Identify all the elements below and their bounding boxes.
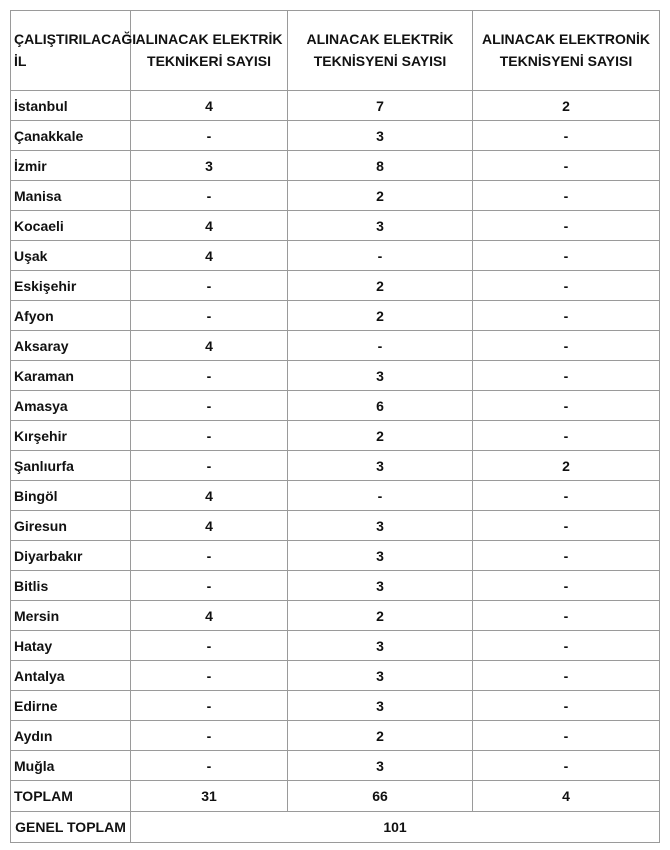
table-row xyxy=(11,301,660,331)
table-row xyxy=(11,421,660,451)
table-row xyxy=(11,541,660,571)
technician-count: - xyxy=(131,631,288,661)
electric-technician-count: 2 xyxy=(288,301,473,331)
technician-count: - xyxy=(131,541,288,571)
technician-count: - xyxy=(131,121,288,151)
total-electronic: 4 xyxy=(473,781,660,812)
electric-technician-count: 2 xyxy=(288,721,473,751)
technician-count: - xyxy=(131,301,288,331)
table-row xyxy=(11,151,660,181)
province-cell: Uşak xyxy=(11,241,131,271)
table-row xyxy=(11,601,660,631)
grand-total-value: 101 xyxy=(131,812,660,843)
electric-technician-count: - xyxy=(288,481,473,511)
technician-count: 4 xyxy=(131,211,288,241)
electric-technician-count: 3 xyxy=(288,541,473,571)
electric-technician-count: 3 xyxy=(288,691,473,721)
electronic-technician-count: - xyxy=(473,571,660,601)
technician-count: 4 xyxy=(131,601,288,631)
table-row xyxy=(11,661,660,691)
electric-technician-count: 3 xyxy=(288,361,473,391)
province-cell: Şanlıurfa xyxy=(11,451,131,481)
province-cell: Bitlis xyxy=(11,571,131,601)
table-row xyxy=(11,91,660,121)
electronic-technician-count: - xyxy=(473,481,660,511)
province-cell: Edirne xyxy=(11,691,131,721)
electronic-technician-count: - xyxy=(473,691,660,721)
province-cell: Kırşehir xyxy=(11,421,131,451)
technician-count: 3 xyxy=(131,151,288,181)
technician-count: - xyxy=(131,451,288,481)
technician-count: - xyxy=(131,391,288,421)
electric-technician-count: 6 xyxy=(288,391,473,421)
electronic-technician-count: - xyxy=(473,241,660,271)
province-cell: Aydın xyxy=(11,721,131,751)
province-cell: Eskişehir xyxy=(11,271,131,301)
electric-technician-count: 3 xyxy=(288,661,473,691)
province-cell: Bingöl xyxy=(11,481,131,511)
technician-count: 4 xyxy=(131,511,288,541)
table-row xyxy=(11,751,660,781)
technician-count: - xyxy=(131,571,288,601)
province-cell: İstanbul xyxy=(11,91,131,121)
recruitment-table xyxy=(10,10,660,843)
electronic-technician-count: 2 xyxy=(473,91,660,121)
electric-technician-count: 2 xyxy=(288,181,473,211)
technician-count: - xyxy=(131,661,288,691)
electric-technician-count: 7 xyxy=(288,91,473,121)
electronic-technician-count: 2 xyxy=(473,451,660,481)
technician-count: - xyxy=(131,361,288,391)
grand-total-label: GENEL TOPLAM xyxy=(11,812,131,843)
electronic-technician-count: - xyxy=(473,421,660,451)
province-cell: Çanakkale xyxy=(11,121,131,151)
electric-technician-count: 3 xyxy=(288,631,473,661)
electric-technician-count: - xyxy=(288,331,473,361)
province-cell: Manisa xyxy=(11,181,131,211)
technician-count: - xyxy=(131,691,288,721)
electronic-technician-count: - xyxy=(473,361,660,391)
electric-technician-count: 3 xyxy=(288,571,473,601)
province-cell: Mersin xyxy=(11,601,131,631)
electric-technician-count: 3 xyxy=(288,511,473,541)
total-label: TOPLAM xyxy=(11,781,131,812)
total-electric: 66 xyxy=(288,781,473,812)
technician-count: 4 xyxy=(131,481,288,511)
electronic-technician-count: - xyxy=(473,541,660,571)
technician-count: - xyxy=(131,181,288,211)
table-row xyxy=(11,511,660,541)
province-cell: Diyarbakır xyxy=(11,541,131,571)
header-province: ÇALIŞTIRILACAĞI İL xyxy=(11,11,131,91)
electronic-technician-count: - xyxy=(473,631,660,661)
technician-count: 4 xyxy=(131,91,288,121)
total-row xyxy=(11,781,660,812)
province-cell: Aksaray xyxy=(11,331,131,361)
table-row xyxy=(11,691,660,721)
electronic-technician-count: - xyxy=(473,151,660,181)
technician-count: - xyxy=(131,421,288,451)
province-cell: Antalya xyxy=(11,661,131,691)
technician-count: - xyxy=(131,721,288,751)
electric-technician-count: - xyxy=(288,241,473,271)
electric-technician-count: 2 xyxy=(288,421,473,451)
table-row xyxy=(11,361,660,391)
table-row xyxy=(11,721,660,751)
electric-technician-count: 2 xyxy=(288,601,473,631)
electric-technician-count: 2 xyxy=(288,271,473,301)
province-cell: Muğla xyxy=(11,751,131,781)
electronic-technician-count: - xyxy=(473,751,660,781)
technician-count: 4 xyxy=(131,241,288,271)
grand-total-row xyxy=(11,812,660,843)
province-cell: Kocaeli xyxy=(11,211,131,241)
table-row xyxy=(11,331,660,361)
electronic-technician-count: - xyxy=(473,601,660,631)
technician-count: - xyxy=(131,271,288,301)
technician-count: - xyxy=(131,751,288,781)
electric-technician-count: 3 xyxy=(288,121,473,151)
electric-technician-count: 3 xyxy=(288,211,473,241)
header-electronic-technician: ALINACAK ELEKTRONİK TEKNİSYENİ SAYISI xyxy=(473,11,660,91)
province-cell: Hatay xyxy=(11,631,131,661)
table-row xyxy=(11,391,660,421)
electronic-technician-count: - xyxy=(473,331,660,361)
header-electric-technician: ALINACAK ELEKTRİK TEKNİSYENİ SAYISI xyxy=(288,11,473,91)
header-technician: ALINACAK ELEKTRİK TEKNİKERİ SAYISI xyxy=(131,11,288,91)
electronic-technician-count: - xyxy=(473,271,660,301)
province-cell: İzmir xyxy=(11,151,131,181)
table-row xyxy=(11,271,660,301)
table-row xyxy=(11,121,660,151)
electronic-technician-count: - xyxy=(473,121,660,151)
electronic-technician-count: - xyxy=(473,211,660,241)
total-technician: 31 xyxy=(131,781,288,812)
electric-technician-count: 8 xyxy=(288,151,473,181)
table-row xyxy=(11,241,660,271)
table-row xyxy=(11,181,660,211)
electronic-technician-count: - xyxy=(473,391,660,421)
electronic-technician-count: - xyxy=(473,301,660,331)
table-row xyxy=(11,571,660,601)
electronic-technician-count: - xyxy=(473,661,660,691)
province-cell: Giresun xyxy=(11,511,131,541)
province-cell: Karaman xyxy=(11,361,131,391)
table-row xyxy=(11,481,660,511)
electronic-technician-count: - xyxy=(473,721,660,751)
province-cell: Amasya xyxy=(11,391,131,421)
table-row xyxy=(11,211,660,241)
electronic-technician-count: - xyxy=(473,511,660,541)
province-cell: Afyon xyxy=(11,301,131,331)
electric-technician-count: 3 xyxy=(288,751,473,781)
table-row xyxy=(11,631,660,661)
header-row xyxy=(11,11,660,91)
table-row xyxy=(11,451,660,481)
electric-technician-count: 3 xyxy=(288,451,473,481)
technician-count: 4 xyxy=(131,331,288,361)
electronic-technician-count: - xyxy=(473,181,660,211)
